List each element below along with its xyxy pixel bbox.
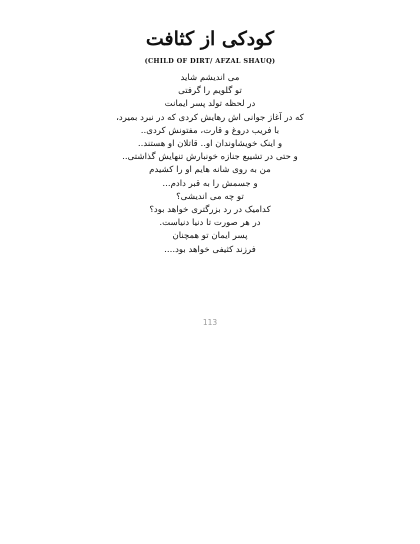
poem-line: فرزند کثیفی خواهد بود.... [164,244,256,255]
poem-subtitle: (CHILD OF DIRT/ AFZAL SHAUQ) [144,57,276,65]
poem-line: من به روی شانه هایم او را کشیدم [149,165,271,176]
poem-title: کودکی از کثافت [145,28,275,50]
poem-line: و جسمش را به قبر دادم... [162,178,258,189]
poem-line: با فریب دروغ و قارت، مفتونش کردی.. [140,125,280,136]
poem-line: پسر ایمان تو همچنان [172,231,248,242]
poem-line: که در آغاز جوانی اش رهایش کردی که در نبرد بمیرد، [116,112,304,123]
poem-line: در هر صورت تا دنیا دنیاست. [159,218,261,229]
poem-line: و اینک خویشاوندان او.. قاتلان او هستند.. [137,139,283,150]
poem-line: می اندیشم شاید [180,73,240,83]
poem-body [60,72,360,257]
poem-line: تو گلویم را گرفتی [178,86,242,97]
poem-line: تو چه می اندیشی؟ [176,191,244,202]
page-number: 113 [202,318,218,327]
poem-line: در لحظه تولد پسر ایمانت [164,99,256,110]
poem-line: و حتی در تشییع جنازه خونبارش تنهایش گذاشتی.. [122,152,298,163]
poem-line: کدامیک در رد بزرگتری خواهد بود؟ [149,205,271,216]
